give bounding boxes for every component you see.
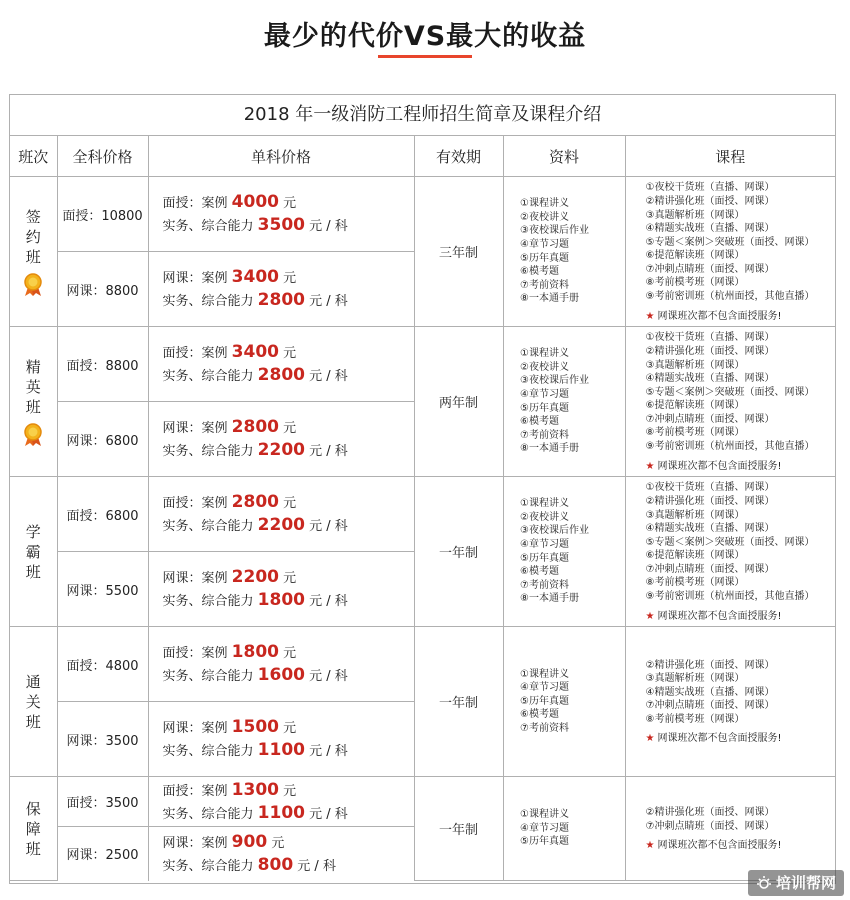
table-row [10,777,835,827]
site-watermark [748,870,844,896]
material-item: ④章节习题 [520,238,569,250]
star-icon: ★ [645,310,655,322]
class-name: 通关班 [25,672,41,731]
case-price: 4000 [231,192,279,212]
case-price-line [163,341,414,364]
course-item: ③真题解析班（网课） [645,359,745,371]
unit-label: 元 / 科 [297,858,336,874]
full-price-cell: 面授：8800 [57,327,148,402]
full-price-cell: 面授：6800 [57,477,148,552]
single-price-cell [148,177,414,252]
course-item: ⑧考前模考班（网课） [645,577,745,589]
course-item: ⑨考前密训班（杭州面授，其他直播） [645,441,815,453]
course-item: ⑦冲刺点睛班（面授、网课） [645,413,775,425]
validity-period: 一年制 [414,477,503,627]
full-price-cell: 网课：5500 [57,552,148,627]
course-item: ⑦冲刺点睛班（面授、网课） [645,563,775,575]
course-item: ④精题实战班（直播、网课） [645,373,775,385]
courses-cell [625,777,835,881]
pair-price: 2800 [257,365,305,385]
course-item: ⑧考前模考班（网课） [645,277,745,289]
full-price-cell: 网课：2500 [57,827,148,881]
pair-price-line [163,589,414,612]
class-name-cell [10,777,57,881]
single-price-cell [148,402,414,477]
pair-price: 1800 [257,590,305,610]
class-name: 保障班 [25,799,41,858]
star-icon: ★ [645,460,655,472]
unit-label: 元 / 科 [309,669,348,684]
case-price: 2800 [231,492,279,512]
material-item: ⑦考前资料 [520,429,569,441]
validity-period: 一年制 [414,627,503,777]
material-item: ①课程讲义 [520,668,569,680]
pair-price: 1100 [257,802,305,823]
material-item: ④章节习题 [520,822,569,834]
column-header: 单科价格 [148,136,414,177]
case-price-line [163,641,414,664]
price-mode: 面授： [162,783,202,799]
table-header-row [10,136,835,177]
validity-period: 三年制 [414,177,503,327]
unit-label: 元 / 科 [309,744,348,759]
headline-underline [378,55,472,58]
course-item: ①夜校干货班（直播、网课） [645,182,775,194]
material-item: ⑤历年真题 [520,836,569,848]
pair-price-line [163,214,414,237]
courses-cell [625,327,835,477]
pair-price-line [163,514,414,537]
case-label: 案例 [201,835,228,851]
table-row [10,477,835,552]
material-item: ①课程讲义 [520,348,569,360]
case-price: 1800 [231,642,279,662]
pair-price-line [163,664,414,687]
materials-cell [503,627,625,777]
case-price-line [163,416,414,439]
class-name: 签约班 [25,207,41,266]
pair-label: 实务、综合能力 [162,369,254,384]
courses-cell [625,177,835,327]
validity-period: 两年制 [414,327,503,477]
full-price-cell: 面授：4800 [57,627,148,702]
full-price-cell: 网课：8800 [57,252,148,327]
materials-cell [503,327,625,477]
course-item: ②精讲强化班（面授、网课） [645,495,775,507]
material-item: ⑤历年真题 [520,402,569,414]
courses-cell [625,477,835,627]
watermark-text: 培训帮网 [775,874,836,892]
pair-label: 实务、综合能力 [162,744,254,759]
unit-label: 元 [283,496,297,511]
price-mode: 网课： [162,571,202,586]
pair-label: 实务、综合能力 [162,444,254,459]
single-price-cell [148,827,414,881]
class-name-cell [10,327,57,477]
full-price-cell: 网课：3500 [57,702,148,777]
column-header: 有效期 [414,136,503,177]
case-price: 1500 [231,717,279,737]
course-item: ③真题解析班（网课） [645,509,745,521]
course-item: ②精讲强化班（面授、网课） [645,195,775,207]
course-item: ⑧考前模考班（网课） [645,713,745,725]
pair-label: 实务、综合能力 [162,669,254,684]
pair-price-line [163,854,414,877]
pair-price: 2800 [257,290,305,310]
material-item: ②夜校讲义 [520,511,569,523]
material-item: ⑧一本通手册 [520,593,579,605]
course-item: ⑤专题＜案例＞突破班（面授、网课） [645,386,815,398]
case-label: 案例 [201,346,228,361]
sun-logo-icon [756,875,772,891]
course-item: ②精讲强化班（面授、网课） [645,659,775,671]
online-note [626,457,836,472]
unit-label: 元 / 科 [309,294,348,309]
unit-label: 元 [283,571,297,586]
material-item: ⑦考前资料 [520,279,569,291]
page-headline: 最少的代价VS最大的收益 [263,21,587,52]
online-note-text: 网课班次都不包含面授服务! [657,610,782,622]
validity-period: 一年制 [414,777,503,881]
material-item: ②夜校讲义 [520,211,569,223]
online-note-text: 网课班次都不包含面授服务! [657,310,782,322]
table-row [10,327,835,402]
case-price: 2800 [231,417,279,437]
pair-price-line [163,802,414,825]
case-price-line [163,191,414,214]
course-item: ⑤专题＜案例＞突破班（面授、网课） [645,236,815,248]
pair-label: 实务、综合能力 [162,858,254,874]
price-mode: 网课： [162,835,202,851]
course-item: ⑥提范解读班（网课） [645,250,745,262]
online-note-text: 网课班次都不包含面授服务! [657,733,782,745]
pair-price: 800 [257,854,294,875]
course-item: ③真题解析班（网课） [645,673,745,685]
pair-price-line [163,289,414,312]
courses-cell [625,627,835,777]
unit-label: 元 / 科 [309,444,348,459]
single-price-cell [148,702,414,777]
pair-price: 1600 [257,665,305,685]
course-item: ④精题实战班（直播、网课） [645,223,775,235]
price-mode: 面授： [162,196,202,211]
unit-label: 元 / 科 [309,519,348,534]
course-item: ⑥提范解读班（网课） [645,400,745,412]
pair-price-line [163,739,414,762]
course-item: ①夜校干货班（直播、网课） [645,482,775,494]
unit-label: 元 / 科 [309,806,348,822]
price-mode: 网课： [162,421,202,436]
column-header: 资料 [503,136,625,177]
single-price-cell [148,627,414,702]
unit-label: 元 [271,835,285,851]
table-row [10,177,835,252]
course-table [10,136,835,881]
unit-label: 元 / 科 [309,219,348,234]
material-item: ⑦考前资料 [520,579,569,591]
material-item: ③夜校课后作业 [520,525,589,537]
document-title: 2018 年一级消防工程师招生简章及课程介绍 [10,95,835,136]
course-item: ②精讲强化班（面授、网课） [645,806,775,818]
pair-price-line [163,439,414,462]
online-note [626,307,836,322]
case-label: 案例 [201,721,228,736]
price-mode: 面授： [162,646,202,661]
material-item: ⑥模考题 [520,709,559,721]
unit-label: 元 [283,421,297,436]
course-item: ①夜校干货班（直播、网课） [645,332,775,344]
materials-cell [503,177,625,327]
class-name: 精英班 [25,357,41,416]
case-price: 900 [231,831,268,852]
pair-label: 实务、综合能力 [162,519,254,534]
single-price-cell [148,477,414,552]
course-item: ⑦冲刺点睛班（面授、网课） [645,700,775,712]
case-label: 案例 [201,646,228,661]
course-item: ④精题实战班（直播、网课） [645,523,775,535]
price-mode: 面授： [162,346,202,361]
material-item: ①课程讲义 [520,809,569,821]
material-item: ⑤历年真题 [520,252,569,264]
case-label: 案例 [201,421,228,436]
case-price: 3400 [231,267,279,287]
course-item: ②精讲强化班（面授、网课） [645,345,775,357]
case-label: 案例 [201,196,228,211]
pair-price: 2200 [257,515,305,535]
case-price: 3400 [231,342,279,362]
case-price-line [163,491,414,514]
course-item: ⑨考前密训班（杭州面授，其他直播） [645,291,815,303]
online-note [626,607,836,622]
pair-label: 实务、综合能力 [162,806,254,822]
material-item: ③夜校课后作业 [520,225,589,237]
course-item: ③真题解析班（网课） [645,209,745,221]
pair-label: 实务、综合能力 [162,219,254,234]
online-note-text: 网课班次都不包含面授服务! [657,840,782,852]
material-item: ②夜校讲义 [520,361,569,373]
case-price: 2200 [231,567,279,587]
class-name-cell [10,177,57,327]
pair-price-line [163,364,414,387]
course-item: ⑤专题＜案例＞突破班（面授、网课） [645,536,815,548]
unit-label: 元 [283,646,297,661]
single-price-cell [148,777,414,827]
price-mode: 网课： [162,271,202,286]
material-item: ①课程讲义 [520,198,569,210]
star-icon: ★ [645,733,655,745]
materials-cell [503,477,625,627]
course-item: ⑨考前密训班（杭州面授，其他直播） [645,591,815,603]
material-item: ⑧一本通手册 [520,293,579,305]
case-label: 案例 [201,496,228,511]
pair-label: 实务、综合能力 [162,294,254,309]
pair-label: 实务、综合能力 [162,594,254,609]
brochure-table-frame [9,94,836,884]
column-header: 全科价格 [57,136,148,177]
table-row [10,627,835,702]
materials-cell [503,777,625,881]
material-item: ④章节习题 [520,388,569,400]
column-header: 课程 [625,136,835,177]
full-price-cell: 面授：10800 [57,177,148,252]
case-price-line [163,779,414,802]
material-item: ⑦考前资料 [520,722,569,734]
unit-label: 元 [283,196,297,211]
case-price: 1300 [231,779,279,800]
material-item: ⑥模考题 [520,416,559,428]
material-item: ⑧一本通手册 [520,443,579,455]
material-item: ④章节习题 [520,682,569,694]
class-name: 学霸班 [25,522,41,581]
course-item: ④精题实战班（直播、网课） [645,686,775,698]
case-price-line [163,831,414,854]
material-item: ④章节习题 [520,538,569,550]
course-item: ⑦冲刺点睛班（面授、网课） [645,263,775,275]
case-price-line [163,716,414,739]
column-header: 班次 [10,136,57,177]
unit-label: 元 [283,721,297,736]
material-item: ⑤历年真题 [520,552,569,564]
online-note-text: 网课班次都不包含面授服务! [657,460,782,472]
price-mode: 网课： [162,721,202,736]
case-price-line [163,266,414,289]
pair-price: 2200 [257,440,305,460]
class-name-cell [10,627,57,777]
pair-price: 3500 [257,215,305,235]
unit-label: 元 [283,346,297,361]
full-price-cell: 面授：3500 [57,777,148,827]
material-item: ⑥模考题 [520,266,559,278]
material-item: ⑥模考题 [520,566,559,578]
unit-label: 元 [283,271,297,286]
price-mode: 面授： [162,496,202,511]
material-item: ⑤历年真题 [520,695,569,707]
course-item: ⑦冲刺点睛班（面授、网课） [645,820,775,832]
single-price-cell [148,552,414,627]
class-name-cell [10,477,57,627]
online-note [626,836,836,851]
case-price-line [163,566,414,589]
case-label: 案例 [201,783,228,799]
online-note [626,729,836,744]
case-label: 案例 [201,571,228,586]
single-price-cell [148,327,414,402]
unit-label: 元 [283,783,297,799]
unit-label: 元 / 科 [309,369,348,384]
full-price-cell: 网课：6800 [57,402,148,477]
gold-medal-icon [22,273,44,297]
unit-label: 元 / 科 [309,594,348,609]
material-item: ①课程讲义 [520,498,569,510]
course-item: ⑥提范解读班（网课） [645,550,745,562]
star-icon: ★ [645,610,655,622]
course-item: ⑧考前模考班（网课） [645,427,745,439]
pair-price: 1100 [257,740,305,760]
material-item: ③夜校课后作业 [520,375,589,387]
gold-medal-icon [22,423,44,447]
star-icon: ★ [645,840,655,852]
single-price-cell [148,252,414,327]
table-body [10,177,835,881]
case-label: 案例 [201,271,228,286]
